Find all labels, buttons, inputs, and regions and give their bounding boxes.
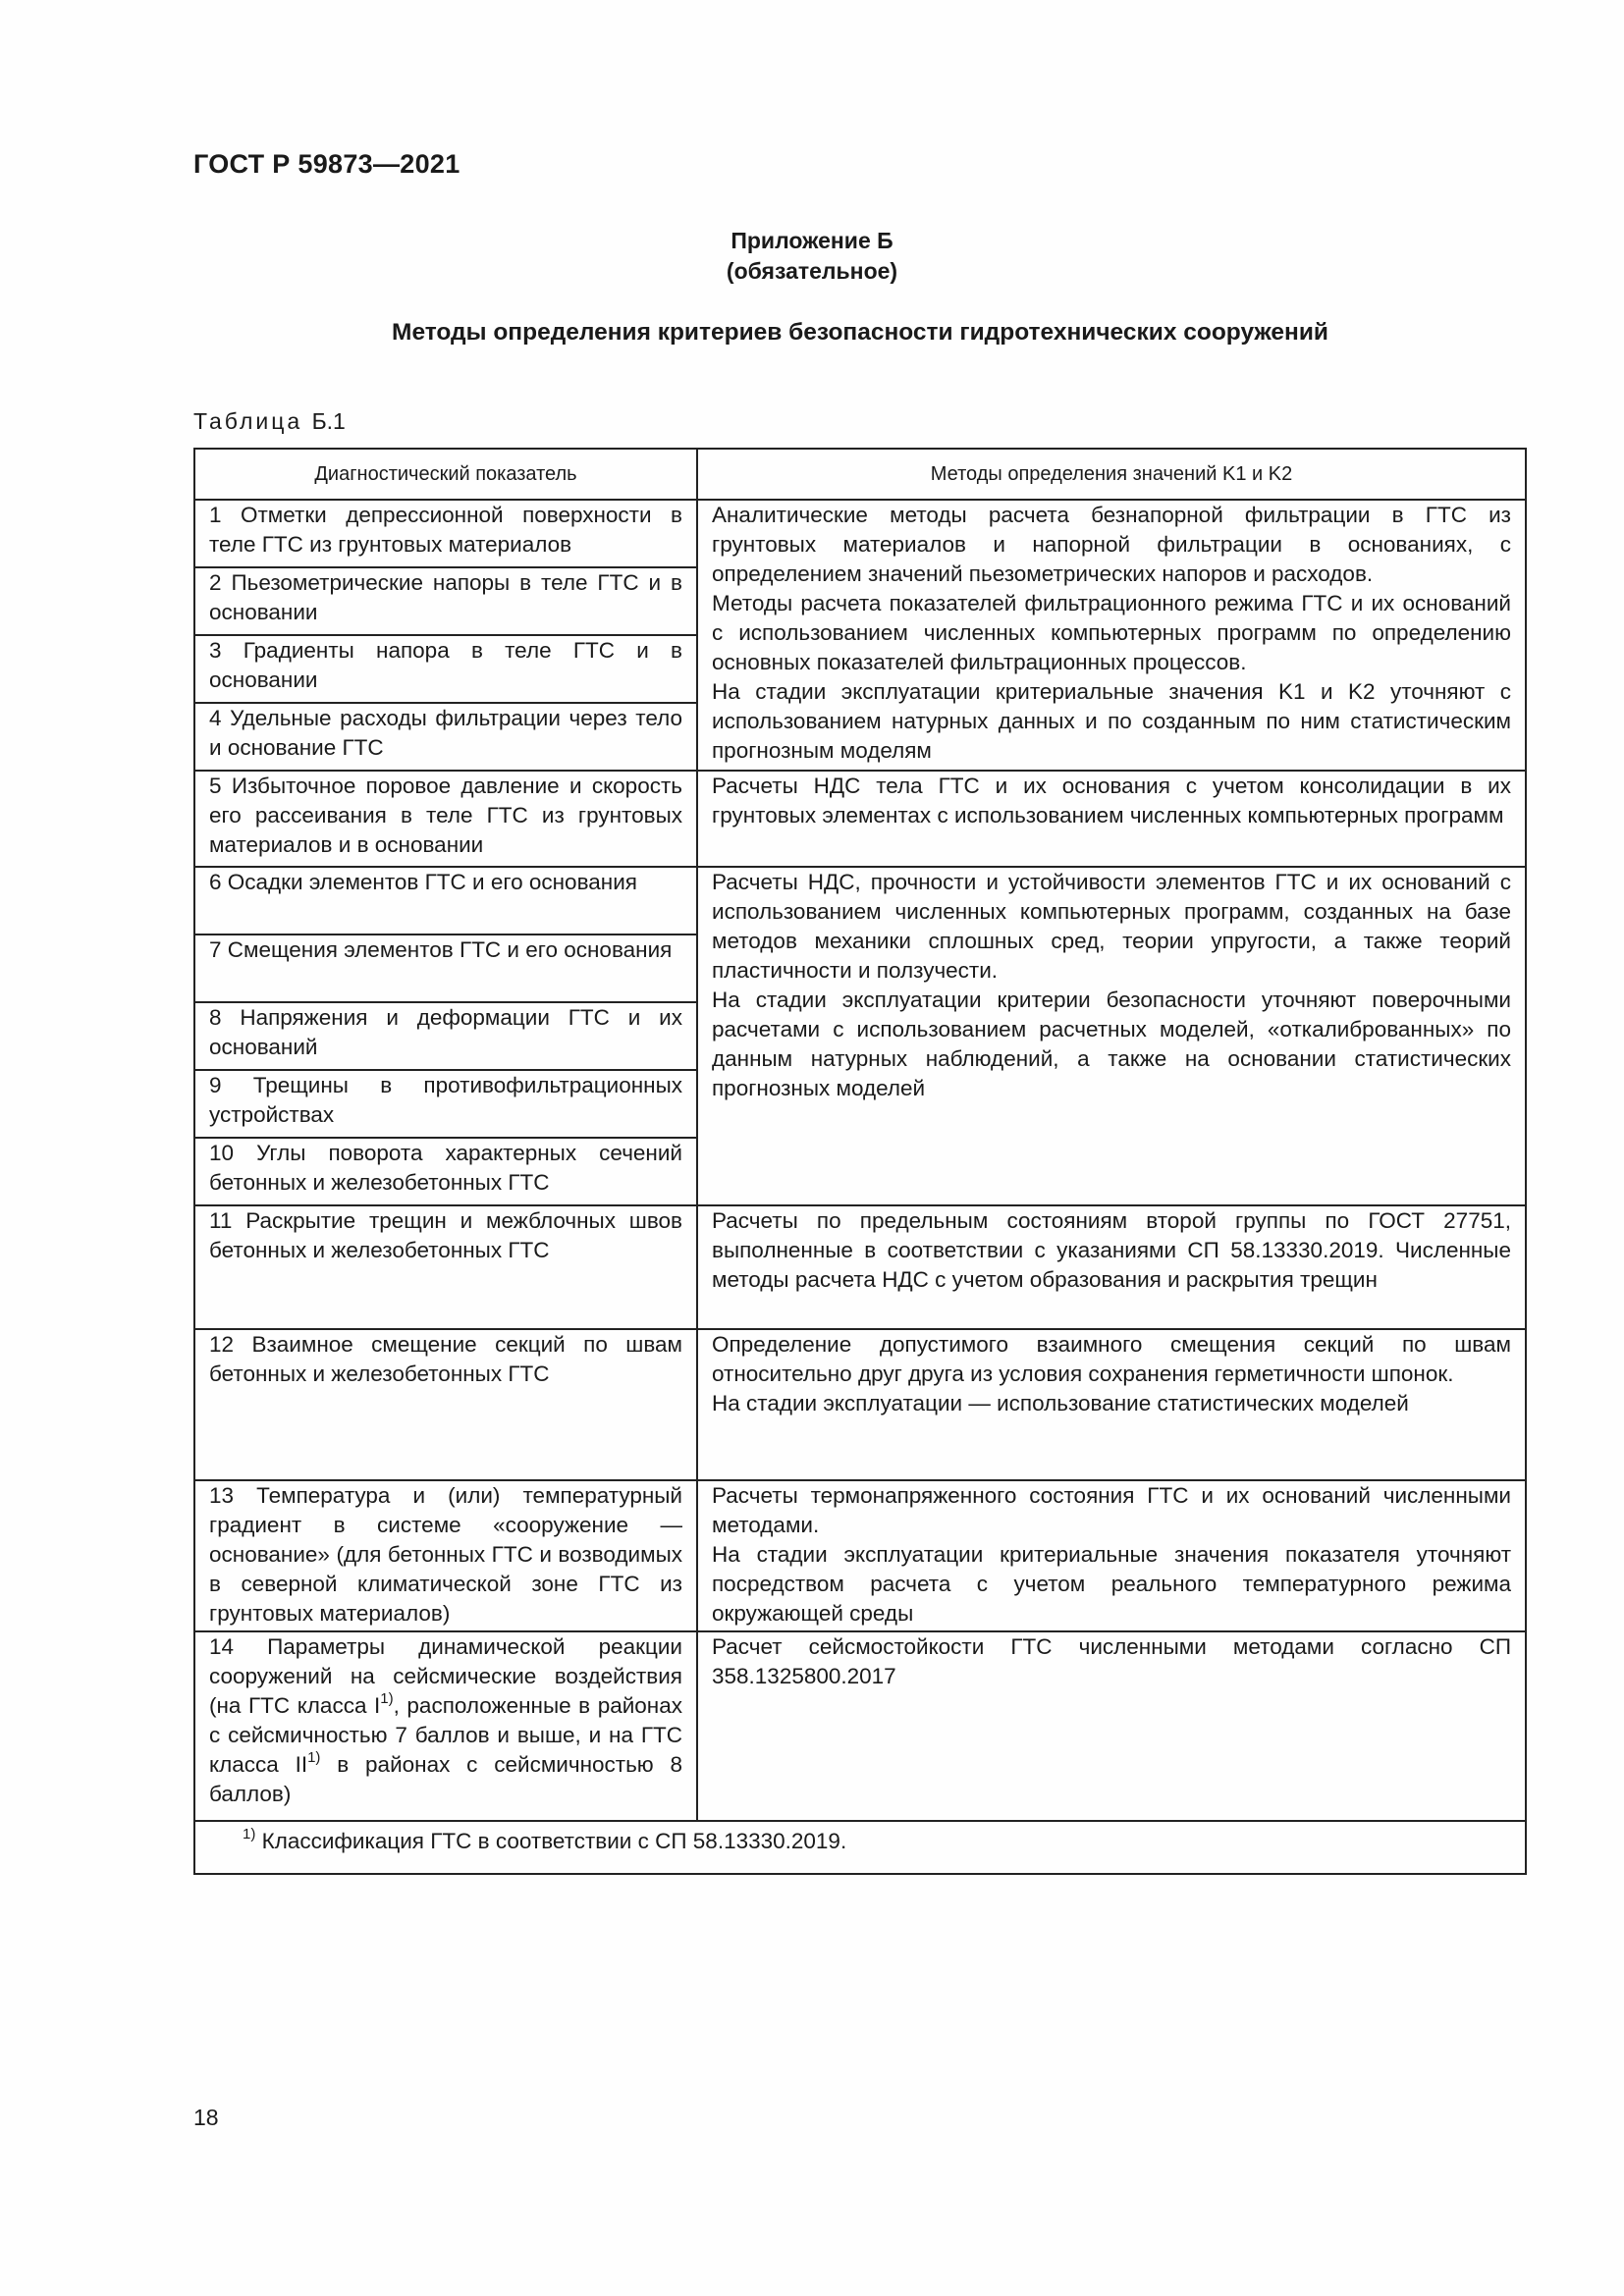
document-id: ГОСТ Р 59873—2021: [193, 149, 460, 179]
footnote-mark: 1): [243, 1825, 256, 1842]
section-title: Методы определения критериев безопасности гидротехнических сооружений: [392, 319, 1328, 346]
indicator-cell: 8 Напряжения и деформации ГТС и их оснований: [194, 1002, 697, 1070]
indicator-cell: 13 Температура и (или) температурный градиент в системе «сооружение — основание» (для бетонных ГТС и возводимых в северной климатической зоне ГТС из грунтовых материалов): [194, 1480, 697, 1631]
page-number: 18: [193, 2105, 219, 2130]
indicator-text: , расположенные в районах с сейсмичностью 7 баллов и выше, и на ГТС класса II: [209, 1693, 682, 1777]
indicator-cell: 12 Взаимное смещение секций по швам бетонных и железобетонных ГТС: [194, 1329, 697, 1480]
table-caption-prefix: Таблица: [193, 408, 303, 434]
indicator-cell: 4 Удельные расходы фильтрации через тело и основание ГТС: [194, 703, 697, 771]
appendix-title: Приложение Б: [731, 228, 893, 253]
indicator-cell: 9 Трещины в противофильтрационных устройствах: [194, 1070, 697, 1138]
indicator-cell: 3 Градиенты напора в теле ГТС и в основании: [194, 635, 697, 703]
methods-paragraph: На стадии эксплуатации критериальные значения показателя уточняют посредством расчета с учетом реального температурного режима окружающей среды: [712, 1542, 1511, 1626]
indicator-cell: 10 Углы поворота характерных сечений бетонных и железобетонных ГТС: [194, 1138, 697, 1205]
indicator-cell: 5 Избыточное поровое давление и скорость его рассеивания в теле ГТС из грунтовых материалов и в основании: [194, 771, 697, 867]
methods-paragraph: Расчеты по предельным состояниям второй группы по ГОСТ 27751, выполненные в соответствии с указаниями СП 58.13330.2019. Численные методы расчета НДС с учетом образования и раскрытия трещин: [712, 1208, 1511, 1292]
footnote-text: Классификация ГТС в соответствии с СП 58.13330.2019.: [255, 1829, 847, 1853]
table-row: [194, 1329, 1526, 1480]
table-row: [194, 867, 1526, 934]
indicator-cell: 1 Отметки депрессионной поверхности в теле ГТС из грунтовых материалов: [194, 500, 697, 567]
table-caption: [193, 408, 346, 435]
methods-paragraph: На стадии эксплуатации критериальные значения K1 и K2 уточняют с использованием натурных данных и по созданным по ним статистическим прогнозным моделям: [712, 679, 1511, 763]
methods-paragraph: Расчеты термонапряженного состояния ГТС и их оснований численными методами.: [712, 1483, 1511, 1537]
footnote-ref: 1): [307, 1748, 321, 1766]
indicator-cell: 2 Пьезометрические напоры в теле ГТС и в основании: [194, 567, 697, 635]
indicator-text: 14 Параметры динамической реакции сооружений на сейсмические воздействия (на ГТС класса I: [209, 1634, 682, 1718]
table-row: [194, 771, 1526, 867]
methods-cell: [697, 1205, 1526, 1329]
methods-paragraph: Расчеты НДС тела ГТС и их основания с учетом консолидации в их грунтовых элементах с использованием численных компьютерных программ: [712, 774, 1511, 828]
table-header-row: [194, 449, 1526, 500]
methods-paragraph: Методы расчета показателей фильтрационного режима ГТС и их оснований с использованием численных компьютерных программ по определению основных показателей фильтрационных процессов.: [712, 591, 1511, 674]
methods-paragraph: На стадии эксплуатации критерии безопасности уточняют поверочными расчетами с использованием расчетных моделей, «откалиброванных» по данным натурных наблюдений, а также на основании статистических прогнозных моделей: [712, 988, 1511, 1100]
indicator-cell: 6 Осадки элементов ГТС и его основания: [194, 867, 697, 934]
methods-paragraph: Расчеты НДС, прочности и устойчивости элементов ГТС и их оснований с использованием численных компьютерных программ, созданных на базе методов механики сплошных сред, теории упругости, а также теорий пластичности и ползучести.: [712, 870, 1511, 983]
methods-paragraph: Определение допустимого взаимного смещения секций по швам относительно друг друга из условия сохранения герметичности шпонок.: [712, 1332, 1511, 1386]
header-indicator: Диагностический показатель: [194, 449, 697, 500]
indicator-cell: [194, 1631, 697, 1821]
table-row: [194, 1631, 1526, 1821]
table-caption-number: Б.1: [311, 408, 346, 434]
indicator-cell: 7 Смещения элементов ГТС и его основания: [194, 934, 697, 1002]
table-footnote-row: [194, 1821, 1526, 1874]
methods-cell: [697, 500, 1526, 771]
footnote-ref: 1): [380, 1689, 394, 1707]
methods-cell: [697, 1480, 1526, 1631]
indicator-cell: 11 Раскрытие трещин и межблочных швов бетонных и железобетонных ГТС: [194, 1205, 697, 1329]
appendix-status: (обязательное): [726, 258, 898, 284]
appendix-heading: [0, 226, 1624, 287]
methods-paragraph: Расчет сейсмостойкости ГТС численными методами согласно СП 358.1325800.2017: [712, 1634, 1511, 1688]
indicator-text: в районах с сейсмичностью 8 баллов): [209, 1752, 683, 1806]
methods-cell: [697, 771, 1526, 867]
methods-paragraph: На стадии эксплуатации — использование статистических моделей: [712, 1391, 1409, 1415]
table-row: [194, 1205, 1526, 1329]
table-row: [194, 1480, 1526, 1631]
header-methods: Методы определения значений K1 и K2: [697, 449, 1526, 500]
methods-cell: [697, 1631, 1526, 1821]
table-footnote: [194, 1821, 1526, 1874]
table-row: [194, 500, 1526, 567]
methods-cell: [697, 1329, 1526, 1480]
methods-cell: [697, 867, 1526, 1205]
methods-paragraph: Аналитические методы расчета безнапорной фильтрации в ГТС из грунтовых материалов и напорной фильтрации в основаниях, с определением значений пьезометрических напоров и расходов.: [712, 503, 1511, 586]
criteria-table: [193, 448, 1527, 1875]
